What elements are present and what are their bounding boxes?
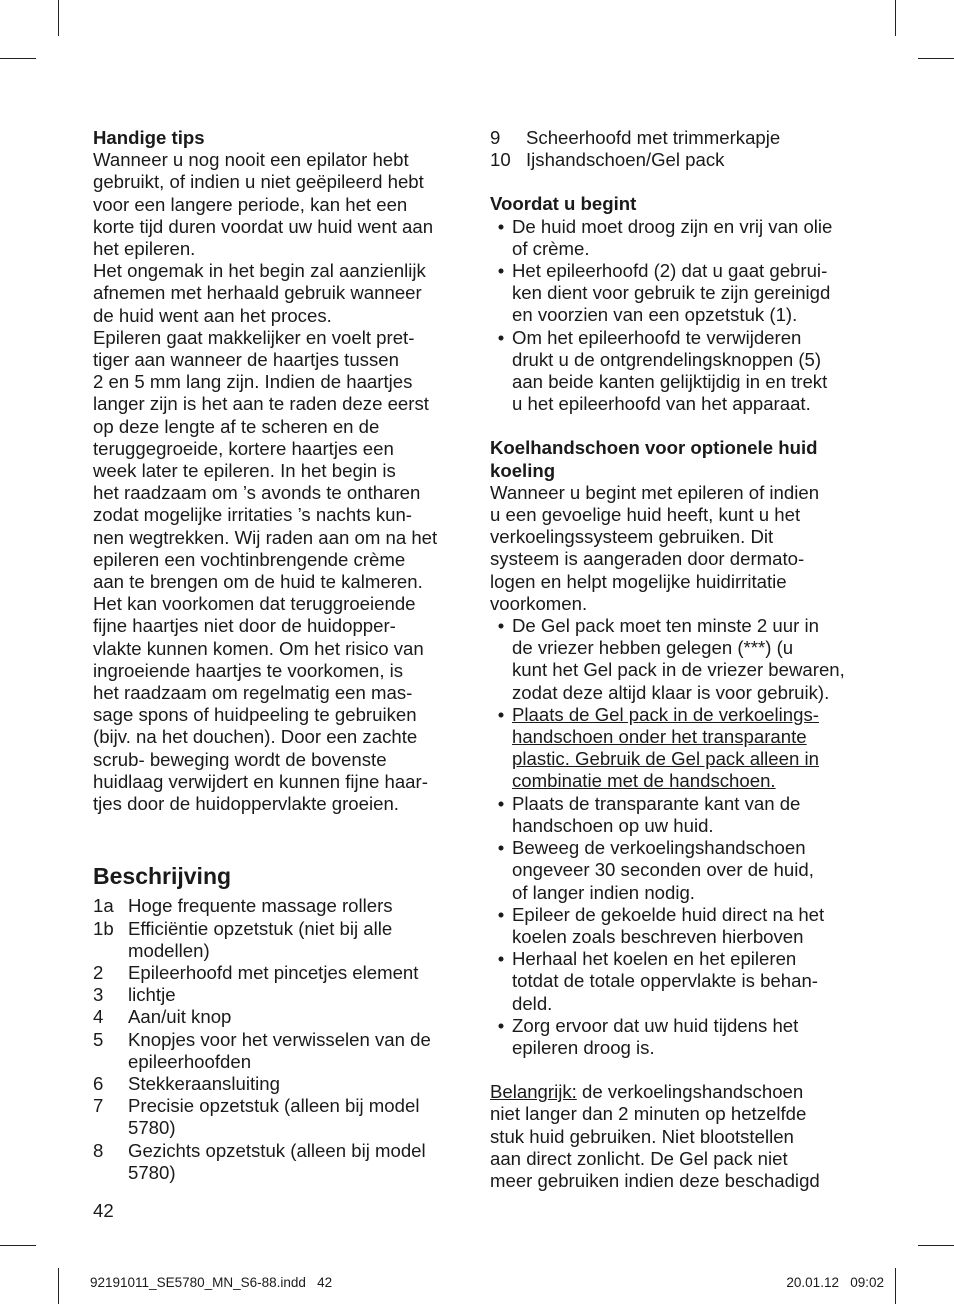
bullet-dot-icon: • <box>497 703 505 725</box>
spacer <box>490 415 864 437</box>
text-line <box>512 726 864 748</box>
list-item-text <box>526 127 864 149</box>
text-line: u een gevoelige huid heeft, kunt u het <box>490 504 801 526</box>
text-line: Het ongemak in het begin zal aanzienlijk <box>93 260 426 282</box>
text-line: fijne haartjes niet door de huidopper- <box>93 615 396 637</box>
list-item-number: 10 <box>490 149 511 171</box>
bullet-text <box>512 793 864 837</box>
bullet-dot-icon: • <box>497 948 505 970</box>
text-line: totdat de totale oppervlakte is behan- <box>512 970 818 992</box>
spacer <box>490 171 864 193</box>
text-line <box>512 704 864 726</box>
crop-mark-top-right-vertical <box>895 0 896 36</box>
text-line: Wanneer u nog nooit een epilator hebt <box>93 149 409 171</box>
text-line: Om het epileerhoofd te verwijderen <box>512 326 802 348</box>
text-line: stuk huid gebruiken. Niet blootstellen <box>490 1125 794 1147</box>
bullet-item <box>490 260 864 327</box>
text-line: Zorg ervoor dat uw huid tijdens het <box>512 1014 799 1036</box>
text-line: Wanneer u begint met epileren of indien <box>490 481 820 503</box>
list-item-text <box>128 895 465 917</box>
text-line: en voorzien van een opzetstuk (1). <box>512 304 798 326</box>
crop-mark-top-left-vertical <box>58 0 59 36</box>
before-heading: Voordat u begint <box>490 193 637 215</box>
text-line: op deze lengte af te scheren en de <box>93 415 380 437</box>
list-item-number: 8 <box>93 1139 104 1161</box>
text-line: Epileren gaat makkelijker en voelt pret- <box>93 326 415 348</box>
list-item-number: 2 <box>93 961 104 983</box>
text-line: het raadzaam om regelmatig een mas- <box>93 682 413 704</box>
text-line: meer gebruiken indien deze beschadigd <box>490 1169 820 1191</box>
bullet-dot-icon: • <box>497 615 505 637</box>
list-item <box>93 1073 465 1095</box>
text-line: deld. <box>512 992 553 1014</box>
bullet-dot-icon: • <box>497 215 505 237</box>
bullet-item <box>490 216 864 260</box>
list-item <box>93 918 465 962</box>
text-line: Knopjes voor het verwisselen van de <box>128 1028 431 1050</box>
page-number: 42 <box>93 1200 114 1221</box>
description-title: Beschrijving <box>93 863 232 890</box>
list-item-number: 9 <box>490 127 501 148</box>
cooling-heading <box>490 437 864 481</box>
list-item-number: 5 <box>93 1028 104 1050</box>
text-line: of crème. <box>512 237 590 259</box>
text-line: epileerhoofden <box>128 1050 252 1072</box>
text-line: Koelhandschoen voor optionele huid <box>490 437 818 459</box>
list-item <box>93 962 465 984</box>
text-line: (bijv. na het douchen). Door een zachte <box>93 726 418 748</box>
text-line: of langer indien nodig. <box>512 881 695 903</box>
list-item <box>93 1095 465 1139</box>
text-line: Epileerhoofd met pincetjes element <box>128 961 419 983</box>
crop-mark-bottom-left-horizontal <box>0 1245 36 1246</box>
tips-paragraph <box>93 149 465 815</box>
list-item-number: 1b <box>93 917 114 939</box>
text-line: 5780) <box>128 1117 176 1139</box>
before-bullet-list <box>490 216 864 416</box>
text-line: ingroeiende haartjes te voorkomen, is <box>93 659 404 681</box>
text-line: verkoelingssysteem gebruiken. Dit <box>490 526 774 548</box>
list-item <box>490 127 864 149</box>
footer-filename: 92191011_SE5780_MN_S6-88.indd 42 <box>90 1275 333 1290</box>
text-line: Efficiëntie opzetstuk (niet bij alle <box>128 917 393 939</box>
text-line: drukt u de ontgrendelingsknoppen (5) <box>512 348 822 370</box>
text-line: ongeveer 30 seconden over de huid, <box>512 859 814 881</box>
bullet-dot-icon: • <box>497 260 505 282</box>
list-item <box>93 1006 465 1028</box>
text-line: huidlaag verwijdert en kunnen fijne haar- <box>93 770 428 792</box>
list-item-text <box>128 1140 465 1184</box>
text-line: langer zijn is het aan te raden deze eerst <box>93 393 429 415</box>
text-line: zodat deze altijd klaar is voor gebruik). <box>512 681 830 703</box>
list-item-text <box>526 149 864 171</box>
text-line: de huid went aan het proces. <box>93 304 332 326</box>
text-line: 5780) <box>128 1161 176 1183</box>
list-item-text <box>128 962 465 984</box>
underlined-text: plastic. Gebruik de Gel pack alleen in <box>512 748 819 770</box>
crop-mark-bottom-right-vertical <box>895 1268 896 1304</box>
parts-list-continued <box>490 127 864 171</box>
bullet-item <box>490 948 864 1015</box>
bullet-item <box>490 704 864 793</box>
text-line: de vriezer hebben gelegen (***) (u <box>512 637 794 659</box>
bullet-text <box>512 260 864 327</box>
bullet-text <box>512 216 864 260</box>
list-item <box>93 984 465 1006</box>
text-line: Plaats de transparante kant van de <box>512 792 801 814</box>
text-line: voorkomen. <box>490 592 588 614</box>
text-line: tjes door de huidoppervlakte groeien. <box>93 793 399 815</box>
crop-mark-top-left-horizontal <box>0 58 36 59</box>
text-line <box>512 770 864 792</box>
text-line: aan te brengen om de huid te kalmeren. <box>93 571 423 593</box>
list-item-number: 4 <box>93 1006 104 1028</box>
important-first-line <box>490 1081 864 1103</box>
bullet-text <box>512 327 864 416</box>
bullet-dot-icon: • <box>497 326 505 348</box>
important-first-rest: de verkoelingshandschoen <box>576 1081 804 1103</box>
tips-heading: Handige tips <box>93 127 205 148</box>
text-line: koelen zoals beschreven hierboven <box>512 925 804 947</box>
bullet-item <box>490 793 864 837</box>
text-line: lichtje <box>128 984 176 1006</box>
text-line: ken dient voor gebruik te zijn gereinigd <box>512 282 831 304</box>
text-line: aan direct zonlicht. De Gel pack niet <box>490 1147 788 1169</box>
text-line: Het epileerhoofd (2) dat u gaat gebrui- <box>512 260 828 282</box>
text-line: 2 en 5 mm lang zijn. Indien de haartjes <box>93 371 413 393</box>
bullet-item <box>490 904 864 948</box>
left-column <box>93 127 465 1184</box>
list-item <box>93 1029 465 1073</box>
text-line: koeling <box>490 459 556 481</box>
text-line: Hoge frequente massage rollers <box>128 895 393 917</box>
text-line: epileren een vochtinbrengende crème <box>93 548 406 570</box>
right-column <box>490 127 864 1192</box>
text-line: Beweeg de verkoelingshandschoen <box>512 837 806 859</box>
bullet-text <box>512 948 864 1015</box>
crop-mark-bottom-right-horizontal <box>918 1245 954 1246</box>
parts-list <box>93 895 465 1184</box>
underlined-text: combinatie met de handschoen. <box>512 770 776 792</box>
list-item <box>93 895 465 917</box>
bullet-text <box>512 615 864 704</box>
text-line: Gezichts opzetstuk (alleen bij model <box>128 1139 426 1161</box>
text-line: Herhaal het koelen en het epileren <box>512 948 797 970</box>
spacer <box>490 1059 864 1081</box>
text-line: Precisie opzetstuk (alleen bij model <box>128 1095 420 1117</box>
footer-datetime: 20.01.12 09:02 <box>786 1275 884 1290</box>
list-item-number: 7 <box>93 1095 104 1117</box>
list-item <box>490 149 864 171</box>
list-item-number: 1a <box>93 895 114 917</box>
important-label: Belangrijk: <box>490 1081 577 1103</box>
underlined-text: Plaats de Gel pack in de verkoelings- <box>512 703 819 725</box>
text-line: afnemen met herhaald gebruik wanneer <box>93 282 422 304</box>
text-line: korte tijd duren voordat uw huid went aan <box>93 215 434 237</box>
text-line <box>512 748 864 770</box>
text-line: sage spons of huidpeeling te gebruiken <box>93 704 417 726</box>
list-item-text <box>128 1073 465 1095</box>
bullet-item <box>490 615 864 704</box>
important-paragraph <box>490 1081 864 1192</box>
text-line: aan beide kanten gelijktijdig in en trekt <box>512 371 828 393</box>
text-line: Scheerhoofd met trimmerkapje <box>526 127 781 148</box>
text-line: voor een langere periode, kan het een <box>93 193 408 215</box>
list-item-number: 6 <box>93 1072 104 1094</box>
bullet-text <box>512 1015 864 1059</box>
bullet-dot-icon: • <box>497 1014 505 1036</box>
bullet-item <box>490 1015 864 1059</box>
bullet-text <box>512 904 864 948</box>
bullet-dot-icon: • <box>497 837 505 859</box>
list-item-text <box>128 1006 465 1028</box>
text-line: Epileer de gekoelde huid direct na het <box>512 903 825 925</box>
text-line: scrub- beweging wordt de bovenste <box>93 748 387 770</box>
list-item-number: 3 <box>93 984 104 1006</box>
cooling-bullet-list <box>490 615 864 1059</box>
list-item <box>93 1140 465 1184</box>
text-line: tiger aan wanneer de haartjes tussen <box>93 349 399 371</box>
important-lines <box>490 1103 864 1192</box>
text-line: systeem is aangeraden door dermato- <box>490 548 805 570</box>
text-line: Stekkeraansluiting <box>128 1072 280 1094</box>
text-line: Ijshandschoen/Gel pack <box>526 149 725 171</box>
bullet-dot-icon: • <box>497 792 505 814</box>
text-line: Aan/uit knop <box>128 1006 232 1028</box>
text-line: logen en helpt mogelijke huidirritatie <box>490 570 787 592</box>
list-item-text <box>128 984 465 1006</box>
text-line: nen wegtrekken. Wij raden aan om na het <box>93 526 438 548</box>
bullet-text <box>512 704 864 793</box>
bullet-item <box>490 327 864 416</box>
text-line: vlakte kunnen komen. Om het risico van <box>93 637 424 659</box>
underlined-text: handschoen onder het transparante <box>512 726 807 748</box>
text-line: handschoen op uw huid. <box>512 814 714 836</box>
text-line: gebruikt, of indien u niet geëpileerd hebt <box>93 171 424 193</box>
text-line: het raadzaam om ’s avonds te ontharen <box>93 482 421 504</box>
text-line: teruggegroeide, kortere haartjes een <box>93 437 394 459</box>
list-item-text <box>128 1095 465 1139</box>
text-line: niet langer dan 2 minuten op hetzelfde <box>490 1103 807 1125</box>
text-line: u het epileerhoofd van het apparaat. <box>512 393 811 415</box>
text-line: De huid moet droog zijn en vrij van olie <box>512 215 833 237</box>
text-line: De Gel pack moet ten minste 2 uur in <box>512 615 819 637</box>
text-line: zodat mogelijke irritaties ’s nachts kun- <box>93 504 412 526</box>
crop-mark-top-right-horizontal <box>918 58 954 59</box>
text-line: epileren droog is. <box>512 1036 655 1058</box>
crop-mark-bottom-left-vertical <box>58 1268 59 1304</box>
list-item-text <box>128 1029 465 1073</box>
text-line: modellen) <box>128 939 210 961</box>
text-line: het epileren. <box>93 238 196 260</box>
text-line: week later te epileren. In het begin is <box>93 460 396 482</box>
list-item-text <box>128 918 465 962</box>
bullet-item <box>490 837 864 904</box>
cooling-intro-paragraph <box>490 482 864 615</box>
text-line: Het kan voorkomen dat teruggroeiende <box>93 593 416 615</box>
bullet-dot-icon: • <box>497 903 505 925</box>
bullet-text <box>512 837 864 904</box>
text-line: kunt het Gel pack in de vriezer bewaren, <box>512 659 845 681</box>
